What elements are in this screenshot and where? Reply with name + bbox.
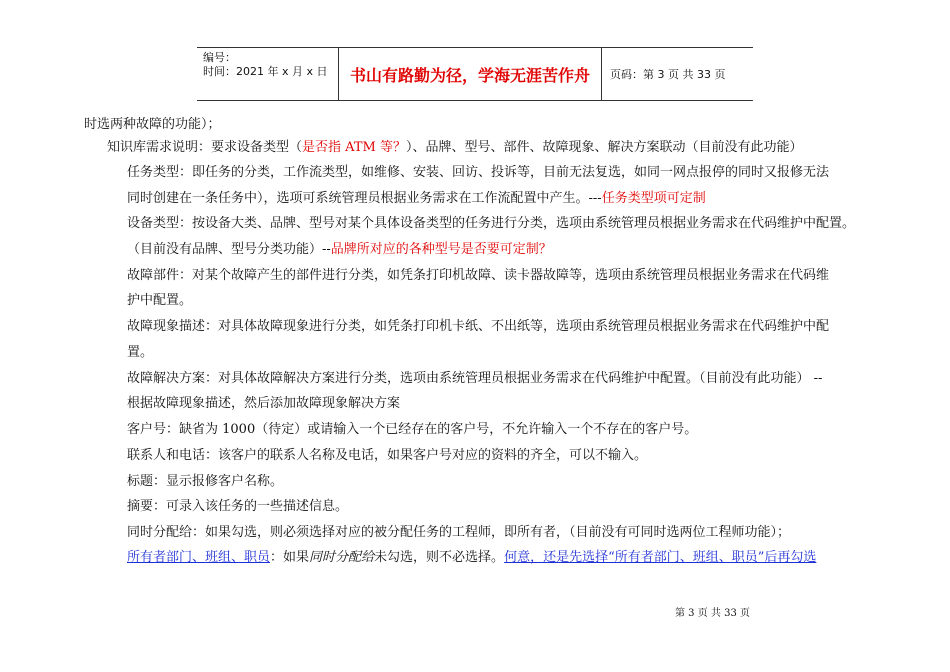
text-line: 故障现象描述：对具体故障现象进行分类，如凭条打印机卡纸、不出纸等，选项由系统管理员根据业务需求在代码维护中配 [127, 319, 830, 334]
text-line: 置。 [127, 345, 154, 360]
text-line [127, 191, 706, 207]
text-line [107, 140, 802, 156]
text-line: 标题：显示报修客户名称。 [127, 474, 284, 489]
text-span: ：如果 [270, 550, 310, 565]
red-note: 是否指 ATM 等？ [302, 140, 406, 155]
text-span: 同时创建在一条任务中），选项可系统管理员根据业务需求在工作流配置中产生。--- [127, 191, 602, 206]
page-header [197, 47, 753, 101]
text-line [127, 550, 816, 566]
header-page-label: 页码：第 3 页 共 33 页 [610, 68, 726, 81]
text-line: 客户号：缺省为 1000（待定）或请输入一个已经存在的客户号，不允许输入一个不存在的客户号。 [127, 422, 698, 437]
text-line: 任务类型：即任务的分类，工作流类型，如维修、安装、回访、投诉等，目前无法复选，如同一网点报停的同时又报修无法 [127, 165, 830, 180]
text-span: 未勾选，则不必选择。 [374, 550, 505, 565]
text-span: （目前没有品牌、型号分类功能）-- [127, 242, 331, 257]
text-line: 根据故障现象描述，然后添加故障现象解决方案 [127, 396, 401, 411]
text-line: 时选两种故障的功能）； [84, 117, 221, 132]
text-line: 联系人和电话：该客户的联系人名称及电话，如果客户号对应的资料的齐全，可以不输入。 [127, 448, 648, 463]
text-line: 摘要：可录入该任务的一些描述信息。 [127, 499, 349, 514]
text-line: 同时分配给：如果勾选，则必须选择对应的被分配任务的工程师，即所有者，（目前没有可同时选两位工程师功能）； [127, 525, 791, 540]
text-line [127, 242, 552, 258]
text-line: 故障解决方案：对具体故障解决方案进行分类，选项由系统管理员根据业务需求在代码维护中配置。（目前没有此功能） -- [127, 371, 823, 386]
italic-term: 同时分配给 [309, 550, 375, 565]
comment-link[interactable]: 何意，还是先选择“所有者部门、班组、职员”后再勾选 [504, 550, 817, 565]
time-label: 时间：2021 年 x 月 x 日 [203, 65, 328, 78]
text-line: 设备类型：按设备大类、品牌、型号对某个具体设备类型的任务进行分类，选项由系统管理员根据业务需求在代码维护中配置。 [127, 216, 856, 231]
red-note: 品牌所对应的各种型号是否要可定制？ [330, 242, 552, 257]
text-line: 故障部件：对某个故障产生的部件进行分类，如凭条打印机故障、读卡器故障等，选项由系统管理员根据业务需求在代码维 [127, 268, 830, 283]
owner-link[interactable]: 所有者部门、班组、职员 [127, 550, 271, 565]
number-label: 编号： [203, 51, 236, 64]
header-motto: 书山有路勤为径，学海无涯苦作舟 [339, 48, 602, 100]
text-line: 护中配置。 [127, 293, 193, 308]
red-note: 任务类型项可定制 [601, 191, 706, 206]
page-footer: 第 3 页 共 33 页 [675, 608, 750, 619]
text-span: ）、品牌、型号、部件、故障现象、解决方案联动（目前没有此功能） [405, 140, 803, 155]
text-span: 知识库需求说明：要求设备类型（ [107, 140, 303, 155]
header-meta [197, 48, 339, 100]
